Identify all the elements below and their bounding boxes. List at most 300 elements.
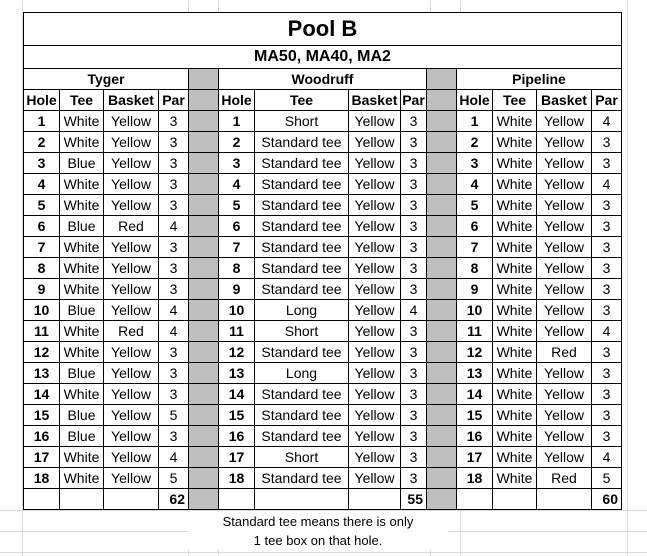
par-cell: 3 — [159, 363, 189, 384]
par-cell: 3 — [159, 237, 189, 258]
basket-cell: Yellow — [104, 153, 159, 174]
basket-cell: Yellow — [537, 426, 592, 447]
par-cell: 4 — [159, 321, 189, 342]
par-total: 55 — [401, 489, 427, 510]
gap-cell — [189, 447, 219, 468]
par-cell: 3 — [592, 132, 622, 153]
tee-cell: Blue — [60, 405, 104, 426]
tee-cell: Short — [255, 321, 349, 342]
gap-cell — [427, 258, 457, 279]
hole-cell: 4 — [219, 174, 255, 195]
gap-cell — [427, 279, 457, 300]
hole-cell: 5 — [219, 195, 255, 216]
hole-cell: 2 — [24, 132, 60, 153]
par-cell: 3 — [592, 216, 622, 237]
basket-cell: Red — [537, 342, 592, 363]
gap-cell — [427, 69, 457, 90]
basket-cell: Red — [537, 468, 592, 489]
hole-cell: 10 — [219, 300, 255, 321]
hole-cell: 14 — [457, 384, 493, 405]
gridline — [627, 0, 628, 556]
hole-cell: 6 — [219, 216, 255, 237]
basket-cell: Yellow — [537, 216, 592, 237]
basket-cell: Yellow — [104, 363, 159, 384]
hole-cell: 8 — [24, 258, 60, 279]
hole-cell: 13 — [219, 363, 255, 384]
basket-cell: Yellow — [537, 384, 592, 405]
par-cell: 3 — [159, 111, 189, 132]
tee-cell: Long — [255, 300, 349, 321]
hole-cell: 14 — [24, 384, 60, 405]
par-total: 60 — [592, 489, 622, 510]
par-cell: 3 — [592, 342, 622, 363]
hole-cell: 18 — [457, 468, 493, 489]
basket-cell: Yellow — [537, 153, 592, 174]
basket-cell: Yellow — [104, 384, 159, 405]
par-cell: 3 — [592, 279, 622, 300]
empty-cell — [255, 489, 349, 510]
hole-cell: 4 — [457, 174, 493, 195]
page-title: Pool B — [24, 13, 622, 46]
basket-cell: Yellow — [349, 300, 401, 321]
table-row — [24, 111, 622, 132]
empty-cell — [537, 489, 592, 510]
hole-cell: 11 — [457, 321, 493, 342]
gap-cell — [189, 153, 219, 174]
tee-cell: White — [493, 468, 537, 489]
table-row — [24, 447, 622, 468]
par-cell: 3 — [592, 300, 622, 321]
basket-cell: Yellow — [537, 132, 592, 153]
gap-cell — [427, 111, 457, 132]
empty-cell — [457, 489, 493, 510]
gap-cell — [189, 132, 219, 153]
tee-cell: White — [493, 447, 537, 468]
basket-cell: Red — [104, 216, 159, 237]
gap-cell — [427, 300, 457, 321]
pool-b-table — [23, 12, 622, 510]
tee-cell: White — [493, 237, 537, 258]
gridline — [0, 510, 647, 511]
basket-cell: Yellow — [104, 132, 159, 153]
hole-cell: 17 — [24, 447, 60, 468]
table-row — [24, 363, 622, 384]
basket-cell: Yellow — [537, 279, 592, 300]
tee-cell: White — [60, 342, 104, 363]
hole-cell: 3 — [219, 153, 255, 174]
header-par: Par — [401, 90, 427, 111]
par-cell: 3 — [401, 153, 427, 174]
table-row — [24, 342, 622, 363]
gap-cell — [189, 195, 219, 216]
gap-cell — [427, 237, 457, 258]
par-cell: 3 — [401, 174, 427, 195]
basket-cell: Yellow — [349, 363, 401, 384]
hole-cell: 16 — [24, 426, 60, 447]
tee-cell: White — [493, 174, 537, 195]
hole-cell: 15 — [24, 405, 60, 426]
hole-cell: 7 — [457, 237, 493, 258]
hole-cell: 5 — [24, 195, 60, 216]
tee-cell: Standard tee — [255, 426, 349, 447]
gap-cell — [189, 111, 219, 132]
par-cell: 5 — [159, 468, 189, 489]
empty-cell — [104, 489, 159, 510]
hole-cell: 11 — [219, 321, 255, 342]
hole-cell: 2 — [219, 132, 255, 153]
gap-cell — [427, 405, 457, 426]
course-name-tyger: Tyger — [24, 69, 189, 90]
tee-cell: Standard tee — [255, 405, 349, 426]
table-row — [24, 174, 622, 195]
tee-cell: White — [493, 321, 537, 342]
header-tee: Tee — [255, 90, 349, 111]
par-cell: 3 — [159, 174, 189, 195]
table-row — [24, 468, 622, 489]
par-cell: 3 — [592, 153, 622, 174]
par-cell: 3 — [401, 216, 427, 237]
tee-cell: White — [60, 321, 104, 342]
par-cell: 3 — [592, 363, 622, 384]
table-row — [24, 258, 622, 279]
hole-cell: 3 — [457, 153, 493, 174]
tee-cell: White — [493, 363, 537, 384]
table-row — [24, 216, 622, 237]
par-cell: 3 — [159, 195, 189, 216]
basket-cell: Yellow — [104, 195, 159, 216]
hole-cell: 12 — [457, 342, 493, 363]
par-cell: 3 — [592, 384, 622, 405]
tee-cell: Standard tee — [255, 468, 349, 489]
course-name-woodruff: Woodruff — [219, 69, 427, 90]
subtitle-row — [24, 46, 622, 69]
basket-cell: Yellow — [349, 195, 401, 216]
table-row — [24, 237, 622, 258]
hole-cell: 10 — [457, 300, 493, 321]
hole-cell: 6 — [24, 216, 60, 237]
gap-cell — [189, 426, 219, 447]
tee-cell: Standard tee — [255, 237, 349, 258]
par-cell: 4 — [159, 216, 189, 237]
table-row — [24, 300, 622, 321]
tee-cell: White — [60, 111, 104, 132]
gap-cell — [427, 195, 457, 216]
basket-cell: Yellow — [104, 258, 159, 279]
hole-cell: 11 — [24, 321, 60, 342]
tee-cell: White — [493, 279, 537, 300]
gap-cell — [427, 174, 457, 195]
column-header-row — [24, 90, 622, 111]
tee-cell: White — [493, 342, 537, 363]
header-tee: Tee — [60, 90, 104, 111]
header-basket: Basket — [104, 90, 159, 111]
empty-cell — [60, 489, 104, 510]
hole-cell: 17 — [219, 447, 255, 468]
par-cell: 4 — [592, 321, 622, 342]
empty-cell — [349, 489, 401, 510]
basket-cell: Yellow — [537, 447, 592, 468]
gap-cell — [189, 405, 219, 426]
hole-cell: 14 — [219, 384, 255, 405]
par-cell: 3 — [592, 195, 622, 216]
gap-cell — [189, 342, 219, 363]
basket-cell: Yellow — [104, 468, 159, 489]
tee-cell: Standard tee — [255, 384, 349, 405]
course-name-row — [24, 69, 622, 90]
par-cell: 5 — [159, 405, 189, 426]
hole-cell: 15 — [457, 405, 493, 426]
tee-cell: White — [493, 216, 537, 237]
basket-cell: Yellow — [537, 174, 592, 195]
par-cell: 3 — [401, 468, 427, 489]
tee-cell: White — [493, 405, 537, 426]
tee-cell: White — [60, 279, 104, 300]
hole-cell: 7 — [219, 237, 255, 258]
hole-cell: 12 — [24, 342, 60, 363]
table-row — [24, 279, 622, 300]
title-row — [24, 13, 622, 46]
hole-cell: 18 — [24, 468, 60, 489]
basket-cell: Red — [104, 321, 159, 342]
header-basket: Basket — [537, 90, 592, 111]
gap-cell — [189, 468, 219, 489]
gap-cell — [427, 90, 457, 111]
basket-cell: Yellow — [349, 279, 401, 300]
tee-cell: Standard tee — [255, 279, 349, 300]
tee-cell: White — [60, 384, 104, 405]
table-row — [24, 405, 622, 426]
hole-cell: 8 — [219, 258, 255, 279]
gap-cell — [189, 69, 219, 90]
basket-cell: Yellow — [537, 237, 592, 258]
basket-cell: Yellow — [537, 321, 592, 342]
gap-cell — [189, 90, 219, 111]
gap-cell — [427, 132, 457, 153]
hole-cell: 16 — [457, 426, 493, 447]
basket-cell: Yellow — [537, 405, 592, 426]
tee-cell: White — [493, 132, 537, 153]
gap-cell — [189, 363, 219, 384]
basket-cell: Yellow — [104, 300, 159, 321]
par-cell: 3 — [592, 426, 622, 447]
hole-cell: 13 — [24, 363, 60, 384]
gap-cell — [427, 384, 457, 405]
course-name-pipeline: Pipeline — [457, 69, 622, 90]
par-cell: 4 — [592, 174, 622, 195]
table-row — [24, 321, 622, 342]
par-cell: 3 — [401, 426, 427, 447]
basket-cell: Yellow — [537, 111, 592, 132]
footnote-line: Standard tee means there is only — [222, 514, 414, 529]
basket-cell: Yellow — [537, 195, 592, 216]
tee-cell: White — [493, 300, 537, 321]
hole-cell: 1 — [457, 111, 493, 132]
hole-cell: 17 — [457, 447, 493, 468]
gap-cell — [427, 489, 457, 510]
gap-cell — [427, 321, 457, 342]
par-cell: 3 — [401, 258, 427, 279]
tee-cell: White — [493, 384, 537, 405]
par-cell: 3 — [401, 279, 427, 300]
basket-cell: Yellow — [349, 258, 401, 279]
par-cell: 3 — [401, 321, 427, 342]
gap-cell — [189, 237, 219, 258]
hole-cell: 6 — [457, 216, 493, 237]
basket-cell: Yellow — [349, 132, 401, 153]
empty-cell — [24, 489, 60, 510]
tee-cell: Standard tee — [255, 132, 349, 153]
tee-cell: Blue — [60, 300, 104, 321]
hole-cell: 4 — [24, 174, 60, 195]
header-hole: Hole — [457, 90, 493, 111]
par-cell: 3 — [159, 384, 189, 405]
par-cell: 3 — [592, 258, 622, 279]
tee-cell: Long — [255, 363, 349, 384]
gap-cell — [189, 384, 219, 405]
par-cell: 3 — [159, 258, 189, 279]
tee-cell: Short — [255, 111, 349, 132]
tee-cell: White — [493, 426, 537, 447]
par-cell: 3 — [159, 279, 189, 300]
gap-cell — [427, 447, 457, 468]
par-cell: 4 — [592, 111, 622, 132]
tee-cell: Standard tee — [255, 174, 349, 195]
tee-cell: White — [60, 447, 104, 468]
par-cell: 4 — [159, 300, 189, 321]
header-basket: Basket — [349, 90, 401, 111]
tee-cell: Standard tee — [255, 195, 349, 216]
basket-cell: Yellow — [537, 300, 592, 321]
hole-cell: 18 — [219, 468, 255, 489]
basket-cell: Yellow — [537, 363, 592, 384]
gap-cell — [427, 153, 457, 174]
hole-cell: 9 — [219, 279, 255, 300]
basket-cell: Yellow — [104, 279, 159, 300]
par-cell: 3 — [401, 384, 427, 405]
gap-cell — [189, 279, 219, 300]
gap-cell — [427, 342, 457, 363]
table-row — [24, 153, 622, 174]
hole-cell: 1 — [219, 111, 255, 132]
basket-cell: Yellow — [349, 405, 401, 426]
basket-cell: Yellow — [349, 321, 401, 342]
tee-cell: Standard tee — [255, 258, 349, 279]
hole-cell: 15 — [219, 405, 255, 426]
basket-cell: Yellow — [104, 405, 159, 426]
basket-cell: Yellow — [349, 216, 401, 237]
tee-cell: White — [493, 195, 537, 216]
gap-cell — [189, 321, 219, 342]
tee-cell: Blue — [60, 153, 104, 174]
par-cell: 4 — [401, 300, 427, 321]
hole-cell: 12 — [219, 342, 255, 363]
basket-cell: Yellow — [537, 258, 592, 279]
page-subtitle: MA50, MA40, MA2 — [24, 46, 622, 69]
par-cell: 3 — [401, 132, 427, 153]
par-cell: 3 — [159, 426, 189, 447]
gap-cell — [189, 489, 219, 510]
basket-cell: Yellow — [104, 447, 159, 468]
tee-cell: White — [493, 258, 537, 279]
basket-cell: Yellow — [104, 111, 159, 132]
table-row — [24, 132, 622, 153]
basket-cell: Yellow — [104, 426, 159, 447]
par-cell: 3 — [401, 237, 427, 258]
tee-cell: White — [60, 195, 104, 216]
hole-cell: 1 — [24, 111, 60, 132]
hole-cell: 16 — [219, 426, 255, 447]
tee-cell: White — [60, 468, 104, 489]
basket-cell: Yellow — [104, 237, 159, 258]
tee-cell: Blue — [60, 363, 104, 384]
gap-cell — [427, 216, 457, 237]
basket-cell: Yellow — [349, 468, 401, 489]
basket-cell: Yellow — [104, 342, 159, 363]
tee-cell: White — [60, 258, 104, 279]
gap-cell — [189, 174, 219, 195]
par-cell: 3 — [159, 132, 189, 153]
basket-cell: Yellow — [349, 153, 401, 174]
tee-cell: Blue — [60, 216, 104, 237]
gap-cell — [427, 426, 457, 447]
header-hole: Hole — [219, 90, 255, 111]
hole-cell: 10 — [24, 300, 60, 321]
gap-cell — [189, 258, 219, 279]
tee-cell: White — [60, 237, 104, 258]
tee-cell: Standard tee — [255, 342, 349, 363]
par-cell: 3 — [401, 363, 427, 384]
gap-cell — [189, 300, 219, 321]
par-cell: 4 — [159, 447, 189, 468]
basket-cell: Yellow — [349, 174, 401, 195]
hole-cell: 9 — [24, 279, 60, 300]
basket-cell: Yellow — [349, 384, 401, 405]
basket-cell: Yellow — [349, 111, 401, 132]
tee-cell: White — [493, 153, 537, 174]
par-cell: 3 — [401, 342, 427, 363]
tee-cell: Standard tee — [255, 216, 349, 237]
basket-cell: Yellow — [104, 174, 159, 195]
par-cell: 3 — [592, 405, 622, 426]
gap-cell — [189, 216, 219, 237]
par-cell: 4 — [592, 447, 622, 468]
hole-cell: 13 — [457, 363, 493, 384]
par-total: 62 — [159, 489, 189, 510]
table-row — [24, 426, 622, 447]
tee-cell: Standard tee — [255, 153, 349, 174]
gap-cell — [427, 468, 457, 489]
empty-cell — [219, 489, 255, 510]
footnote — [188, 512, 448, 550]
par-cell: 3 — [159, 342, 189, 363]
hole-cell: 3 — [24, 153, 60, 174]
par-cell: 3 — [401, 405, 427, 426]
basket-cell: Yellow — [349, 237, 401, 258]
hole-cell: 5 — [457, 195, 493, 216]
gap-cell — [427, 363, 457, 384]
par-cell: 5 — [592, 468, 622, 489]
gridline — [0, 552, 647, 553]
total-row — [24, 489, 622, 510]
tee-cell: Short — [255, 447, 349, 468]
tee-cell: White — [493, 111, 537, 132]
hole-cell: 2 — [457, 132, 493, 153]
header-tee: Tee — [493, 90, 537, 111]
par-cell: 3 — [592, 237, 622, 258]
par-cell: 3 — [401, 195, 427, 216]
tee-cell: White — [60, 174, 104, 195]
header-par: Par — [592, 90, 622, 111]
